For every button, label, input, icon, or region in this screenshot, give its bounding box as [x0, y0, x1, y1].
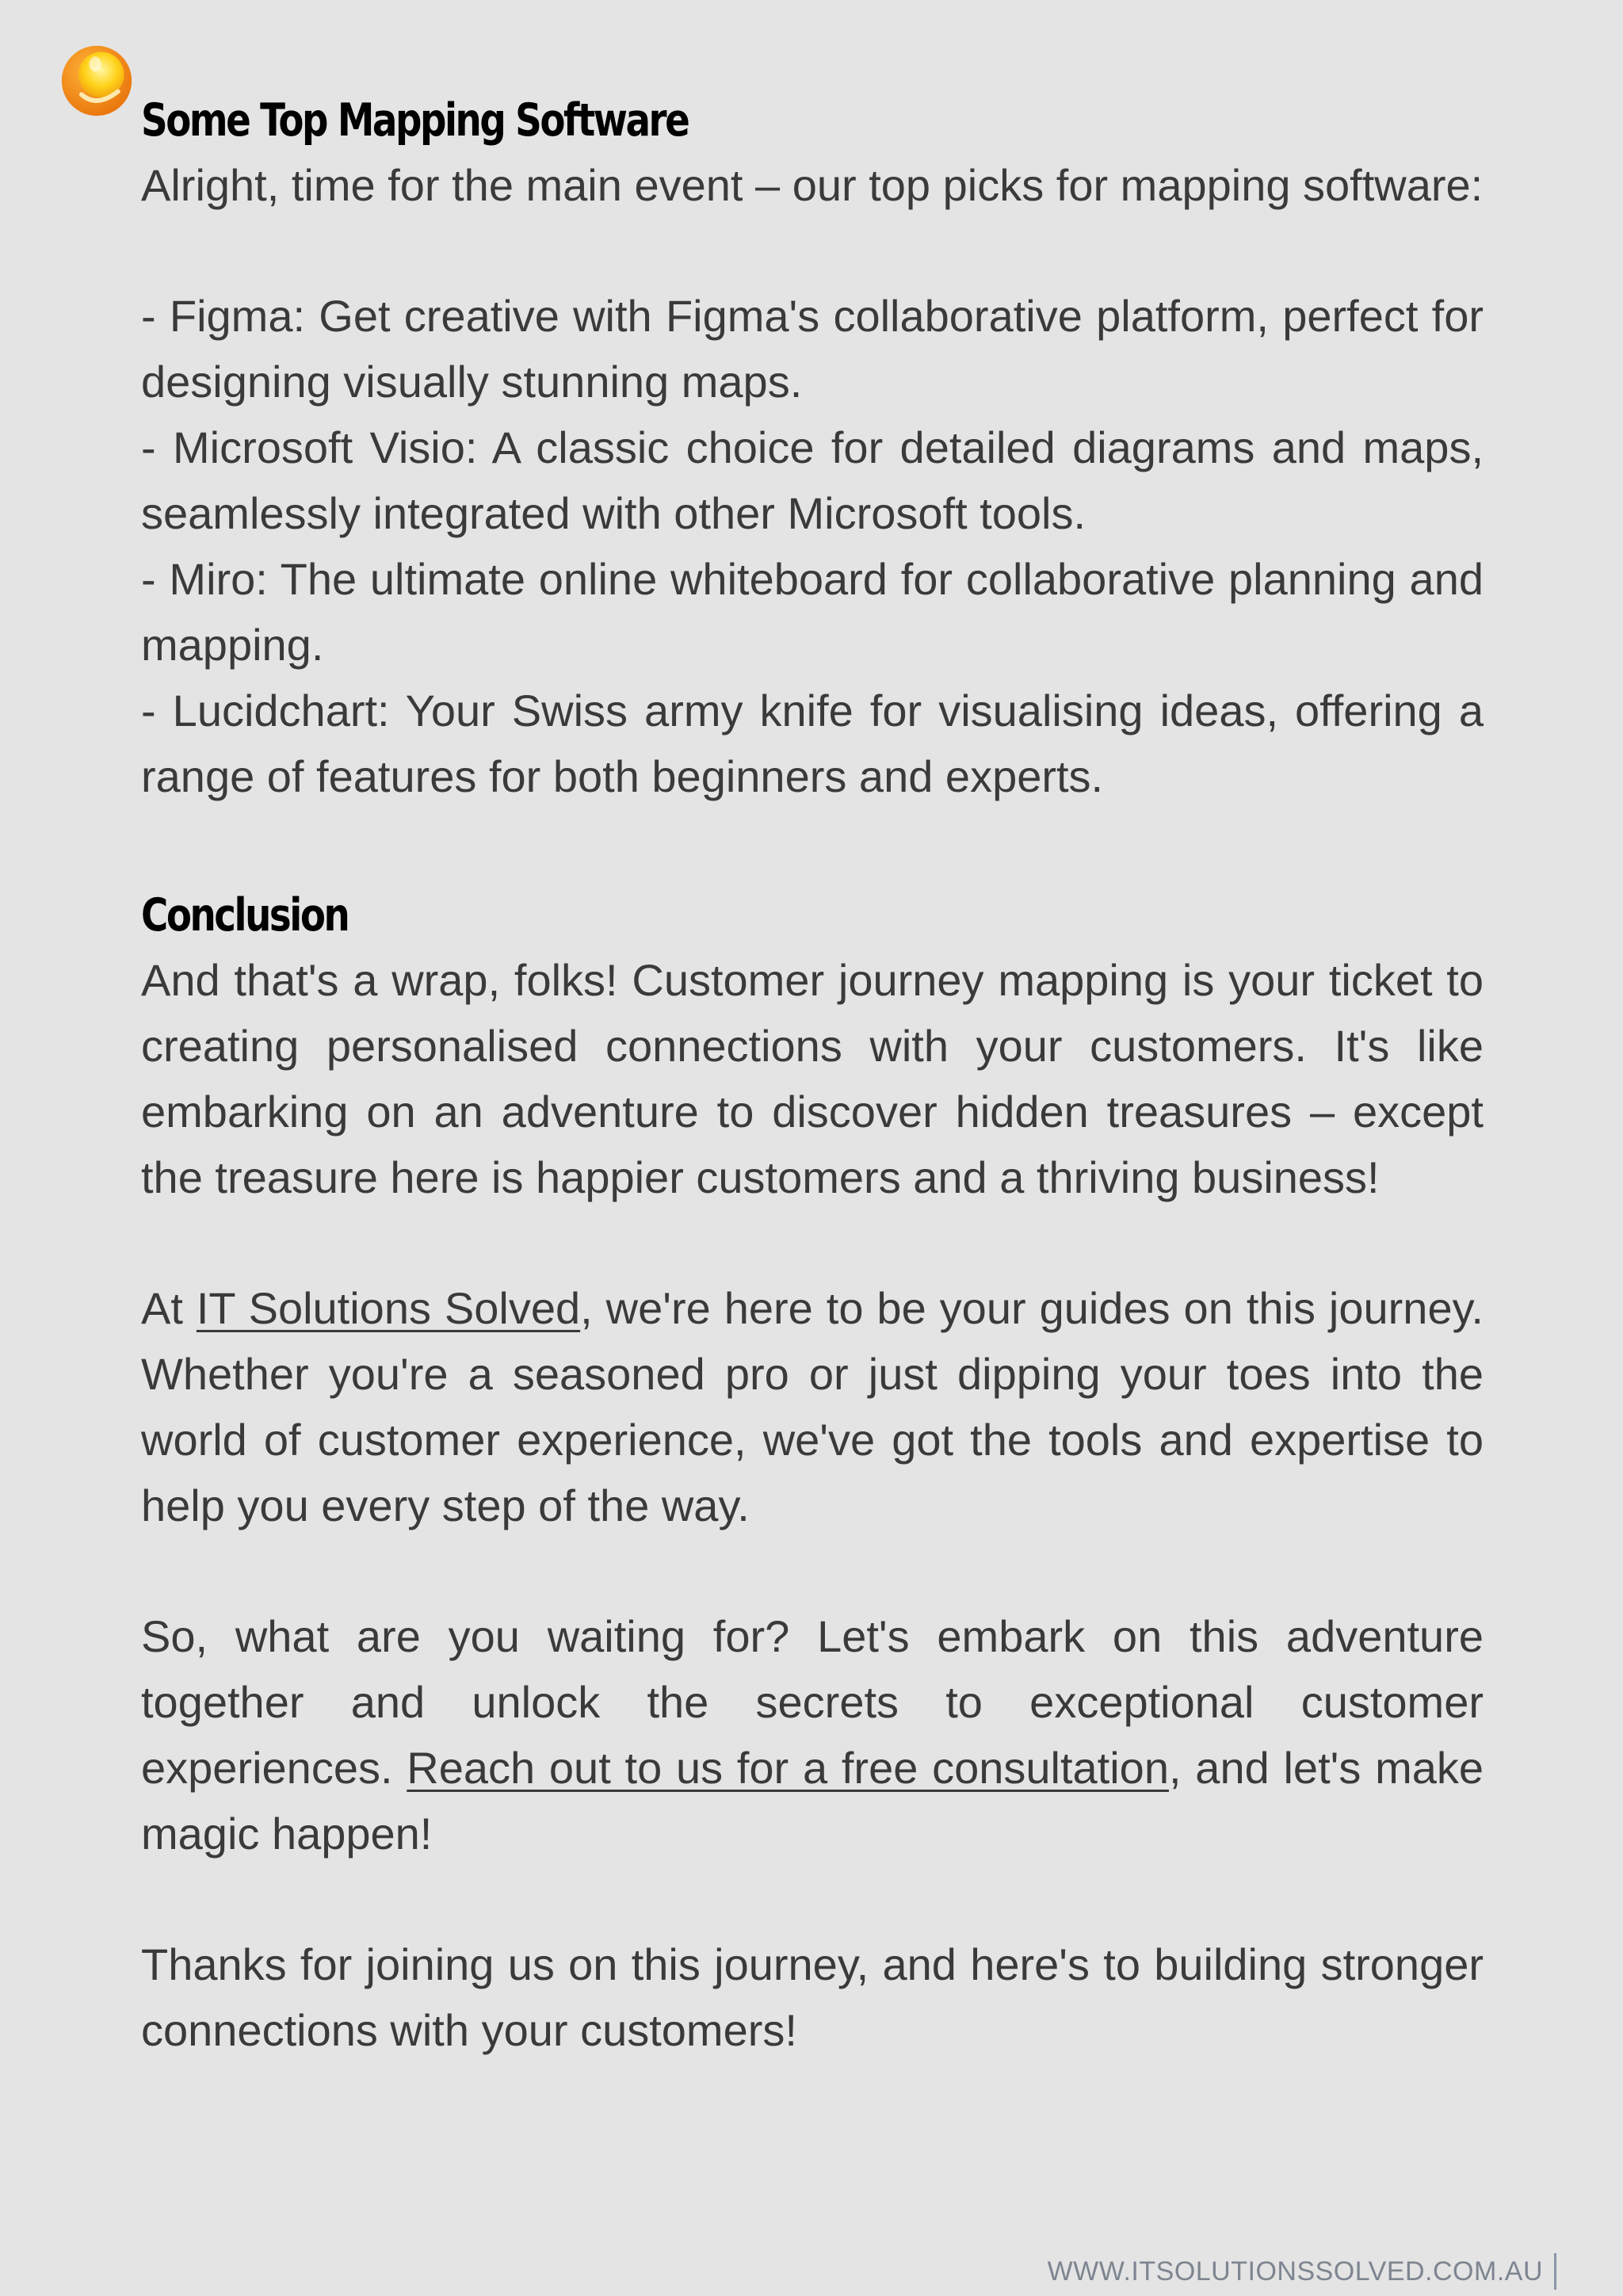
mapping-intro-paragraph: Alright, time for the main event – our top picks for mapping software:	[141, 160, 1484, 210]
footer-url: WWW.ITSOLUTIONSSOLVED.COM.AU	[1047, 2256, 1543, 2286]
p3-text-after: , and let's make magic happen!	[141, 1743, 1484, 1859]
section-heading-conclusion: Conclusion	[141, 889, 349, 942]
list-item-miro: - Miro: The ultimate online whiteboard for collaborative planning and mapping.	[141, 554, 1484, 670]
conclusion-paragraph-2	[141, 1275, 1484, 1538]
section-heading-mapping-software: Some Top Mapping Software	[141, 94, 689, 147]
p3-text-before: So, what are you waiting for? Let's embark on this adventure together and unlock the secrets to exceptional customer experiences.	[141, 1611, 1484, 1793]
conclusion-paragraph-1: And that's a wrap, folks! Customer journey mapping is your ticket to creating personalised connections with your customers. It's like embarking on an adventure to discover hidden treasures – except the treasure here is happier customers and a thriving business!	[141, 955, 1484, 1202]
conclusion-paragraph-3	[141, 1603, 1484, 1866]
it-solutions-solved-link[interactable]: IT Solutions Solved	[196, 1283, 581, 1333]
footer	[1048, 2253, 1556, 2290]
p2-text-before: At	[141, 1283, 197, 1333]
list-item-figma: - Figma: Get creative with Figma's collaborative platform, perfect for designing visually stunning maps.	[141, 291, 1484, 407]
conclusion-paragraph-4: Thanks for joining us on this journey, and here's to building stronger connections with your customers!	[141, 1939, 1484, 2055]
list-item-lucidchart: - Lucidchart: Your Swiss army knife for visualising ideas, offering a range of features for both beginners and experts.	[141, 686, 1484, 801]
free-consultation-link[interactable]: Reach out to us for a free consultation	[407, 1743, 1169, 1793]
company-logo-icon	[59, 41, 135, 117]
list-item-visio: - Microsoft Visio: A classic choice for detailed diagrams and maps, seamlessly integrated with other Microsoft tools.	[141, 422, 1484, 538]
p2-text-after: , we're here to be your guides on this journey. Whether you're a seasoned pro or just dipping your toes into the world of customer experience, we've got the tools and expertise to help you every step of the way.	[141, 1283, 1484, 1530]
footer-divider	[1554, 2253, 1556, 2290]
document-body	[141, 89, 1484, 2063]
